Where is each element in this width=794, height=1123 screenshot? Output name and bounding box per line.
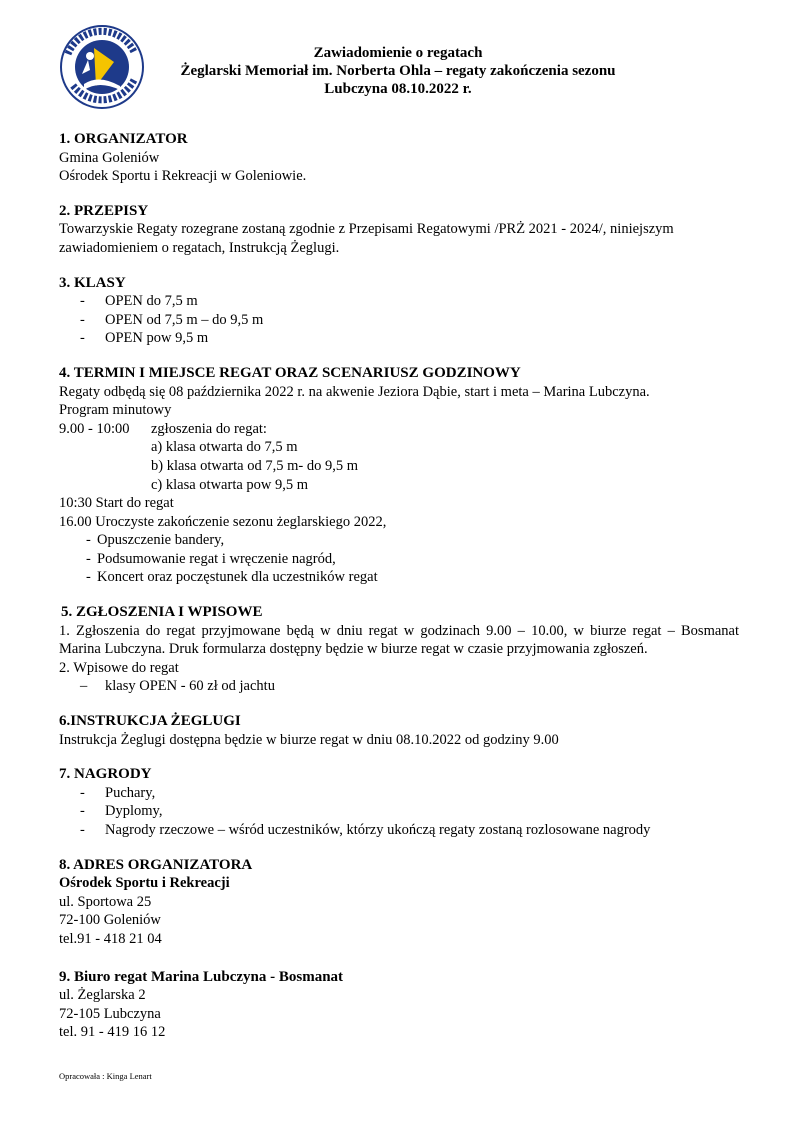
address-city: 72-100 Goleniów [59, 912, 161, 929]
section-title: 5. ZGŁOSZENIA I WPISOWE [61, 604, 263, 621]
section-adres [59, 856, 739, 949]
phone-number: tel.91 - 418 21 04 [59, 930, 162, 947]
section-organizator [59, 130, 739, 186]
paragraph: Towarzyskie Regaty rozegrane zostaną zgodnie z Przepisami Regatowymi /PRŻ 2021 - 2024/, niniejszym zawiadomieniem o regatach, Instrukcją Żeglugi. [59, 221, 674, 256]
section-nagrody [59, 765, 739, 839]
list-item: - OPEN od 7,5 m – do 9,5 m [59, 311, 739, 330]
section-title: 7. NAGRODY [59, 766, 152, 783]
text-line: Ośrodek Sportu i Rekreacji w Goleniowie. [59, 168, 307, 185]
section-title: 9. Biuro regat Marina Lubczyna - Bosmanat [59, 968, 344, 985]
list-item: - Dyplomy, [59, 802, 739, 821]
phone-number: tel. 91 - 419 16 12 [59, 1024, 166, 1041]
text-line: Gmina Goleniów [59, 149, 160, 166]
document-body [59, 130, 739, 1058]
list-item: - Koncert oraz poczęstunek dla uczestników regat [59, 568, 739, 587]
text-line: 2. Wpisowe do regat [59, 659, 179, 676]
list-item: - OPEN do 7,5 m [59, 292, 739, 311]
section-biuro [59, 968, 739, 1042]
section-title: 4. TERMIN I MIEJSCE REGAT ORAZ SCENARIUSZ GODZINOWY [59, 364, 521, 381]
section-klasy [59, 274, 739, 348]
text-line: Regaty odbędą się 08 października 2022 r. na akwenie Jeziora Dąbie, start i meta – Marina Lubczyna. [59, 383, 650, 400]
list-item: – klasy OPEN - 60 zł od jachtu [59, 677, 739, 696]
section-title: 2. PRZEPISY [59, 202, 149, 219]
address-city: 72-105 Lubczyna [59, 1005, 161, 1022]
schedule-sub-item: c) klasa otwarta pow 9,5 m [151, 476, 309, 493]
text-line: 10:30 Start do regat [59, 495, 174, 512]
section-termin [59, 364, 739, 587]
organizer-name: Ośrodek Sportu i Rekreacji [59, 875, 230, 892]
list-item: - OPEN pow 9,5 m [59, 329, 739, 348]
address-street: ul. Żeglarska 2 [59, 987, 146, 1004]
schedule-text: zgłoszenia do regat: [151, 420, 267, 437]
header-date: Lubczyna 08.10.2022 r. [324, 81, 472, 97]
prize-list [59, 784, 739, 840]
header-subtitle: Żeglarski Memoriał im. Norberta Ohla – regaty zakończenia sezonu [180, 63, 616, 79]
list-item: - Podsumowanie regat i wręczenie nagród, [59, 550, 739, 569]
section-title: 1. ORGANIZATOR [59, 131, 188, 147]
ceremony-list [59, 531, 739, 587]
section-instrukcja [59, 712, 739, 749]
list-item: - Opuszczenie bandery, [59, 531, 739, 550]
address-street: ul. Sportowa 25 [59, 893, 152, 910]
fee-list [59, 677, 739, 696]
section-zgloszenia [59, 603, 739, 696]
author-note: Opracowała : Kinga Lenart [59, 1071, 152, 1081]
schedule-row [59, 420, 739, 439]
text-line: Program minutowy [59, 402, 172, 419]
section-title: 3. KLASY [59, 274, 126, 291]
list-item: - Nagrody rzeczowe – wśród uczestników, którzy ukończą regaty zostaną rozlosowane nagrody [59, 821, 739, 840]
list-item: - Puchary, [59, 784, 739, 803]
section-title: 6.INSTRUKCJA ŻEGLUGI [59, 713, 241, 730]
paragraph: 1. Zgłoszenia do regat przyjmowane będą w dniu regat w godzinach 9.00 – 10.00, w biurze regat – Bosmanat Marina Lubczyna. Druk formularza dostępny będzie w biurze regat w czasie przyjmowania zgłoszeń. [59, 622, 739, 658]
schedule-sub-item: a) klasa otwarta do 7,5 m [151, 439, 298, 456]
header-title: Zawiadomienie o regatach [313, 45, 483, 61]
text-line: 16.00 Uroczyste zakończenie sezonu żeglarskiego 2022, [59, 513, 387, 530]
schedule-sub-item: b) klasa otwarta od 7,5 m- do 9,5 m [151, 457, 358, 474]
section-title: 8. ADRES ORGANIZATORA [59, 856, 253, 873]
section-przepisy [59, 202, 739, 258]
class-list [59, 292, 739, 348]
schedule-time: 9.00 - 10:00 [59, 420, 130, 437]
document-header [130, 44, 666, 98]
paragraph: Instrukcja Żeglugi dostępna będzie w biurze regat w dniu 08.10.2022 od godziny 9.00 [59, 731, 559, 748]
